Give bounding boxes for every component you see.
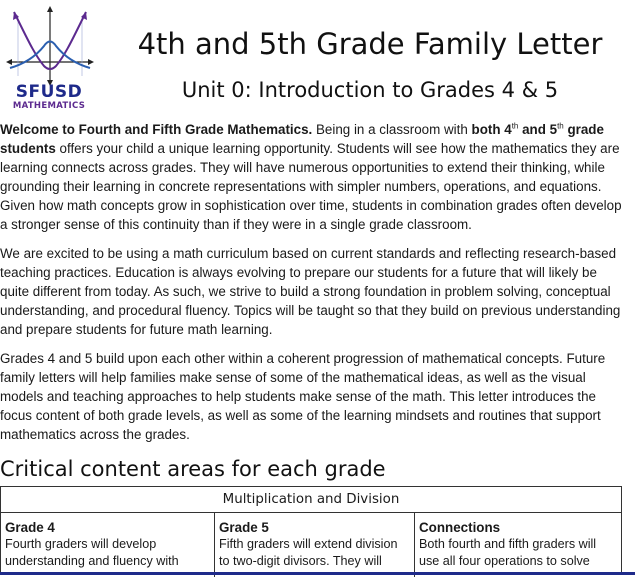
intro-both-4: both 4 (471, 122, 512, 137)
sfusd-logo (4, 6, 104, 86)
logo-subtitle: MATHEMATICS (12, 101, 86, 111)
letter-body (0, 120, 625, 454)
table-row (1, 513, 621, 577)
progression-paragraph: Grades 4 and 5 build upon each other within a coherent progression of mathematical concepts. Future family letters will help families make sense of some of the mathematical ideas, as well as the visual models and teaching approaches to help students make sense of the math. This letter introduces the focus content of both grade levels, as well as some of the learning mindsets and routines that support mathematics across the grades. (0, 351, 606, 442)
intro-paragraph (0, 120, 625, 234)
intro-lead: Welcome to Fourth and Fifth Grade Mathematics. (0, 122, 313, 137)
intro-rest: offers your child a unique learning opportunity. Students will see how the mathematics they are learning connects across grades. They will have numerous opportunities to extend their thinking, while grounding their learning in concrete representations with simpler numbers, operations, and equations. Given how math concepts grow in sophistication over time, students in combination grades often develop a stronger sense of this continuity than if they were in a single grade classroom. (0, 141, 622, 232)
column-text: Both fourth and fifth graders will use all four operations to solve (419, 537, 597, 568)
column-heading: Connections (419, 520, 501, 535)
curriculum-paragraph: We are excited to be using a math curriculum based on current standards and reflecting research-based teaching practices. Education is always evolving to prepare our students for a future that will likely be quite different from today. As such, we strive to build a strong foundation in problem solving, conceptual understanding, and procedural fluency. Topics will be taught so that they build on previous understanding and prepare students for future math learning. (0, 246, 621, 337)
column-text: Fourth graders will develop understanding and fluency with (5, 537, 179, 568)
logo-wordmark: SFUSD (15, 82, 83, 102)
letter-header (0, 0, 635, 116)
page-title: 4th and 5th Grade Family Letter (137, 27, 603, 61)
column-heading: Grade 4 (5, 520, 55, 535)
superscript-th: th (557, 121, 564, 131)
intro-and-5: and 5 (518, 122, 558, 137)
table-cell-grade-4 (1, 513, 215, 577)
table-title: Multiplication and Division (1, 487, 621, 513)
table-cell-grade-5 (215, 513, 415, 577)
intro-lead-text: Being in a classroom with (312, 122, 472, 137)
table-cell-connections (415, 513, 621, 577)
intro-grade-students: grade students (0, 122, 604, 156)
page-subtitle: Unit 0: Introduction to Grades 4 & 5 (181, 78, 559, 102)
math-graph-icon (4, 6, 96, 86)
column-text: Fifth graders will extend division to two-digit divisors. They will (219, 537, 398, 568)
column-heading: Grade 5 (219, 520, 269, 535)
section-heading: Critical content areas for each grade (0, 457, 386, 481)
superscript-th: th (511, 121, 519, 131)
content-table (0, 486, 622, 575)
